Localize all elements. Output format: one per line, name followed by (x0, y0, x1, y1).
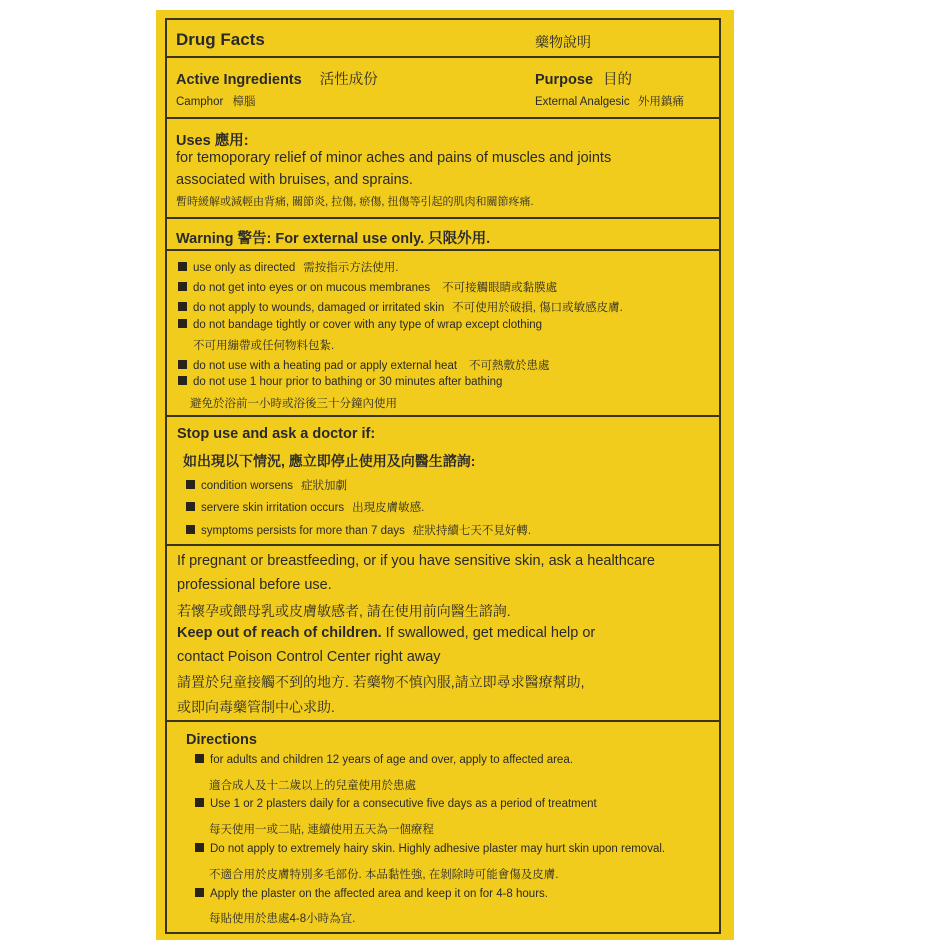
warning-item (178, 259, 399, 275)
stop-item-cn: 出現皮膚敏感. (352, 502, 425, 514)
warning-item-cn-line: 避免於浴前一小時或浴後三十分鐘內使用 (190, 398, 397, 410)
warning-item (178, 279, 557, 295)
warning-item-en: do not bandage tightly or cover with any type of wrap except clothing (193, 319, 543, 331)
direction-item-en: Do not apply to extremely hairy skin. Highly adhesive plaster may hurt skin upon removal. (210, 843, 666, 855)
purpose-name: External Analgesic (535, 96, 630, 108)
direction-item-cn: 不適合用於皮膚特別多毛部份. 本品黏性強, 在剝除時可能會傷及皮膚. (209, 869, 559, 881)
direction-item (195, 798, 597, 810)
bullet-square-icon (178, 302, 187, 311)
keep-out-bold: Keep out of reach of children. (177, 625, 382, 641)
warning-item (178, 376, 502, 388)
warning-item-cn: 需按指示方法使用. (303, 262, 399, 274)
directions-heading: Directions (186, 732, 257, 748)
purpose-label-cn: 目的 (603, 72, 633, 88)
ingredient-name: Camphor (176, 96, 224, 108)
pregnant-line-1: If pregnant or breastfeeding, or if you have sensitive skin, ask a healthcare (177, 553, 655, 569)
bullet-square-icon (195, 888, 204, 897)
pregnant-line-2: professional before use. (177, 577, 332, 593)
stop-item (186, 522, 531, 538)
warning-item (178, 319, 542, 331)
bullet-square-icon (195, 843, 204, 852)
uses-line-1: for temoporary relief of minor aches and pains of muscles and joints (176, 150, 612, 166)
warning-item-cn-line: 不可用繃帶或任何物料包紮. (193, 340, 335, 352)
keep-out-cn-1: 請置於兒童接觸不到的地方. 若藥物不慎內服,請立即尋求醫療幫助, (177, 674, 585, 690)
purpose-label-en: Purpose (535, 72, 594, 88)
bullet-square-icon (186, 525, 195, 534)
bullet-square-icon (195, 754, 204, 763)
uses-line-cn: 暫時緩解或減輕由背痛, 關節炎, 拉傷, 瘀傷, 扭傷等引起的肌肉和關節疼痛. (176, 196, 534, 208)
divider (165, 720, 721, 722)
bullet-square-icon (178, 262, 187, 271)
purpose-label (535, 68, 632, 89)
bullet-square-icon (178, 282, 187, 291)
warning-item-en: do not apply to wounds, damaged or irritated skin (193, 302, 445, 314)
stop-item-cn: 症狀持續七天不見好轉. (412, 525, 532, 537)
keep-out-line-1 (177, 625, 595, 641)
bullet-square-icon (178, 376, 187, 385)
active-ingredients-label (176, 68, 378, 89)
stop-item-en: condition worsens (201, 480, 294, 492)
keep-out-cn-2: 或即向毒藥管制中心求助. (177, 699, 335, 715)
bullet-square-icon (195, 798, 204, 807)
direction-item (195, 843, 665, 855)
divider (165, 117, 721, 119)
warning-item-cn: 不可熱敷於患處 (469, 360, 550, 372)
direction-item-cn: 適合成人及十二歲以上的兒童使用於患處 (209, 780, 416, 792)
direction-item-cn: 每天使用一或二貼, 連續使用五天為一個療程 (209, 824, 434, 836)
warning-heading: Warning 警告: For external use only. 只限外用. (176, 231, 491, 247)
warning-item-cn: 不可使用於破損, 傷口或敏感皮膚. (452, 302, 623, 314)
divider (165, 249, 721, 251)
ingredient-name-cn: 樟腦 (232, 96, 256, 108)
direction-item-en: Use 1 or 2 plasters daily for a consecutive five days as a period of treatment (210, 798, 597, 810)
active-ingredients-label-cn: 活性成份 (319, 72, 378, 88)
ingredient-item (176, 93, 256, 109)
warning-item-cn: 不可接觸眼睛或黏膜處 (442, 282, 558, 294)
divider (165, 544, 721, 546)
divider (165, 217, 721, 219)
stop-item-en: servere skin irritation occurs (201, 502, 345, 514)
bullet-square-icon (178, 360, 187, 369)
stop-use-heading-cn: 如出現以下情況, 應立即停止使用及向醫生諮詢: (183, 453, 476, 469)
warning-item-en: do not use with a heating pad or apply external heat (193, 360, 458, 372)
direction-item-en: Apply the plaster on the affected area and keep it on for 4-8 hours. (210, 888, 548, 900)
bullet-square-icon (178, 319, 187, 328)
direction-item-en: for adults and children 12 years of age and over, apply to affected area. (210, 754, 573, 766)
divider (165, 56, 721, 58)
stop-use-heading: Stop use and ask a doctor if: (177, 426, 376, 442)
warning-item-en: do not use 1 hour prior to bathing or 30 minutes after bathing (193, 376, 503, 388)
active-ingredients-label-en: Active Ingredients (176, 72, 302, 88)
purpose-name-cn: 外用鎮痛 (637, 96, 684, 108)
bullet-square-icon (186, 480, 195, 489)
page-title: Drug Facts (176, 30, 265, 49)
bullet-square-icon (186, 502, 195, 511)
direction-item-cn: 每貼使用於患處4-8小時為宜. (209, 913, 356, 925)
stop-item-cn: 症狀加劇 (301, 480, 348, 492)
warning-item-en: do not get into eyes or on mucous membranes (193, 282, 431, 294)
keep-out-rest: If swallowed, get medical help or (381, 625, 596, 641)
warning-item (178, 299, 623, 315)
purpose-item (535, 93, 684, 109)
stop-item (186, 499, 424, 515)
uses-line-2: associated with bruises, and sprains. (176, 172, 413, 188)
direction-item (195, 754, 573, 766)
page-title-cn: 藥物說明 (535, 34, 591, 50)
pregnant-line-cn: 若懷孕或餵母乳或皮膚敏感者, 請在使用前向醫生諮詢. (177, 603, 511, 619)
keep-out-line-2: contact Poison Control Center right away (177, 649, 441, 665)
direction-item (195, 888, 548, 900)
uses-label: Uses 應用: (176, 133, 249, 149)
stop-item-en: symptoms persists for more than 7 days (201, 525, 405, 537)
divider (165, 415, 721, 417)
warning-item-en: use only as directed (193, 262, 296, 274)
stop-item (186, 477, 347, 493)
warning-item (178, 357, 550, 373)
